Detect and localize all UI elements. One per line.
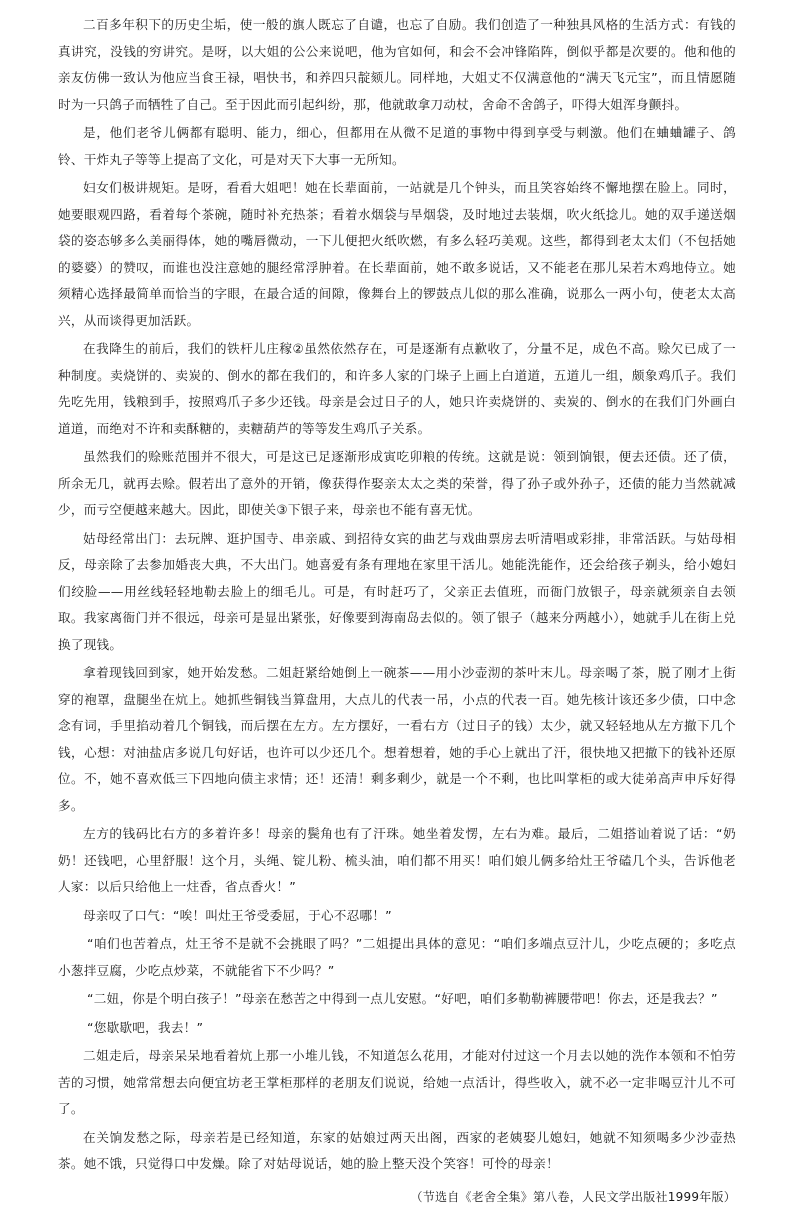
paragraph: 拿着现钱回到家，她开始发愁。二姐赶紧给她倒上一碗茶——用小沙壶沏的茶叶末儿。母亲喝了茶，脱了刚才上街穿的袍罩，盘腿坐在炕上。她抓些铜钱当算盘用，大点儿的代表一吊，小点的代表一百。她先核计该还多少债，口中念念有词，手里掐动着几个铜钱，而后摆在左方。左方摆好，一看右方（过日子的钱）太少，就又轻轻地从左方撤下几个钱，心想：对油盐店多说几句好话，也许可以少还几个。想着想着，她的手心上就出了汗，很快地又把撤下的钱补还原位。不，她不喜欢低三下四地向债主求情；还！还清！剩多剩少，就是一个不剩，也比叫掌柜的或大徒弟高声申斥好得多。 bbox=[58, 660, 736, 819]
source-citation: （节选自《老舍全集》第八卷，人民文学出版社1999年版） bbox=[58, 1184, 736, 1210]
paragraph: 妇女们极讲规矩。是呀，看看大姐吧！她在长辈面前，一站就是几个钟头，而且笑容始终不懈地摆在脸上。同时，她要眼观四路，看着每个茶碗，随时补充热茶；看着水烟袋与旱烟袋，及时地过去装烟，吹火纸捻儿。她的双手递送烟袋的姿态够多么美丽得体，她的嘴唇微动，一下儿便把火纸吹燃，有多么轻巧美观。这些，都得到老太太们（不包括她的婆婆）的赞叹，而谁也没注意她的腿经常浮肿着。在长辈面前，她不敢多说话，又不能老在那儿呆若木鸡地侍立。她须精心选择最简单而恰当的字眼，在最合适的间隙，像舞台上的锣鼓点儿似的那么准确，说那么一两小句，使老太太高兴，从而谈得更加活跃。 bbox=[58, 175, 736, 334]
paragraph: 是，他们老爷儿俩都有聪明、能力，细心，但都用在从微不足道的事物中得到享受与刺激。他们在蛐蛐罐子、鸽铃、干炸丸子等等上提高了文化，可是对天下大事一无所知。 bbox=[58, 120, 736, 173]
paragraph: “您歇歇吧，我去！” bbox=[58, 1015, 736, 1042]
paragraph: “二妞，你是个明白孩子！”母亲在愁苦之中得到一点儿安慰。“好吧，咱们多勒勒裤腰带吧！你去，还是我去？” bbox=[58, 986, 736, 1013]
paragraph: 姑母经常出门：去玩牌、逛护国寺、串亲戚、到招待女宾的曲艺与戏曲票房去听清唱或彩排，非常活跃。与姑母相反，母亲除了去参加婚丧大典，不大出门。她喜爱有条有理地在家里干活儿。她能洗能作，还会给孩子剃头，给小媳妇们绞脸——用丝线轻轻地勒去脸上的细毛儿。可是，有时赶巧了，父亲正去值班，而衙门放银子，母亲就须亲自去领取。我家离衙门并不很远，母亲可是显出紧张，好像要到海南岛去似的。领了银子（越来分两越小），她就手儿在街上兑换了现钱。 bbox=[58, 526, 736, 659]
paragraph: 虽然我们的赊账范围并不很大，可是这已足逐渐形成寅吃卯粮的传统。这就是说：领到饷银，便去还债。还了债，所余无几，就再去赊。假若出了意外的开销，像获得作娶亲太太之类的荣誉，得了孙子或外孙子，还债的能力当然就减少，而亏空便越来越大。因此，即使关③下银子来，母亲也不能有喜无忧。 bbox=[58, 444, 736, 524]
paragraph: 在关饷发愁之际，母亲若是已经知道，东家的姑娘过两天出阁，西家的老姨娶儿媳妇，她就不知须喝多少沙壶热茶。她不饿，只觉得口中发燥。除了对姑母说话，她的脸上整天没个笑容！可怜的母亲！ bbox=[58, 1125, 736, 1178]
paragraph: 二百多年积下的历史尘垢，使一般的旗人既忘了自谴，也忘了自励。我们创造了一种独具风格的生活方式：有钱的真讲究，没钱的穷讲究。是呀，以大姐的公公来说吧，他为官如何，和会不会冲锋陷阵，倒似乎都是次要的。他和他的亲友仿佛一致认为他应当食王禄，唱快书，和养四只靛颏儿。同样地，大姐丈不仅满意他的“满天飞元宝”，而且情愿随时为一只鸽子而牺牲了自己。至于因此而引起纠纷，那，他就敢拿刀动杖，舍命不舍鸽子，吓得大姐浑身颤抖。 bbox=[58, 12, 736, 118]
paragraph: 在我降生的前后，我们的铁杆儿庄稼②虽然依然存在，可是逐渐有点歉收了，分量不足，成色不高。赊欠已成了一种制度。卖烧饼的、卖炭的、倒水的都在我们的，和许多人家的门垛子上画上白道道，五道儿一组，颇象鸡爪子。我们先吃先用，钱粮到手，按照鸡爪子多少还钱。母亲是会过日子的人，她只许卖烧饼的、卖炭的、倒水的在我们门外画白道道，而绝对不许和卖酥糖的，卖糖葫芦的等等发生鸡爪子关系。 bbox=[58, 336, 736, 442]
document-page bbox=[58, 12, 736, 1210]
paragraph: 母亲叹了口气：“唉！叫灶王爷受委屈，于心不忍哪！” bbox=[58, 903, 736, 930]
paragraph: 二姐走后，母亲呆呆地看着炕上那一小堆儿钱，不知道怎么花用，才能对付过这一个月去以她的洗作本领和不怕劳苦的习惯，她常常想去向便宜坊老王掌柜那样的老朋友们说说，给她一点活计，得些收入，就不必一定非喝豆汁儿不可了。 bbox=[58, 1043, 736, 1123]
paragraph: “咱们也苦着点，灶王爷不是就不会挑眼了吗？”二姐提出具体的意见：“咱们多端点豆汁儿，少吃点硬的；多吃点小葱拌豆腐，少吃点炒菜，不就能省下不少吗？” bbox=[58, 931, 736, 984]
paragraph: 左方的钱码比右方的多着许多！母亲的鬓角也有了汗珠。她坐着发愣，左右为难。最后，二姐搭讪着说了话：“奶奶！还钱吧，心里舒服！这个月，头绳、锭儿粉、梳头油，咱们都不用买！咱们娘儿俩多给灶王爷磕几个头，告诉他老人家：以后只给他上一炷香，省点香火！” bbox=[58, 821, 736, 901]
